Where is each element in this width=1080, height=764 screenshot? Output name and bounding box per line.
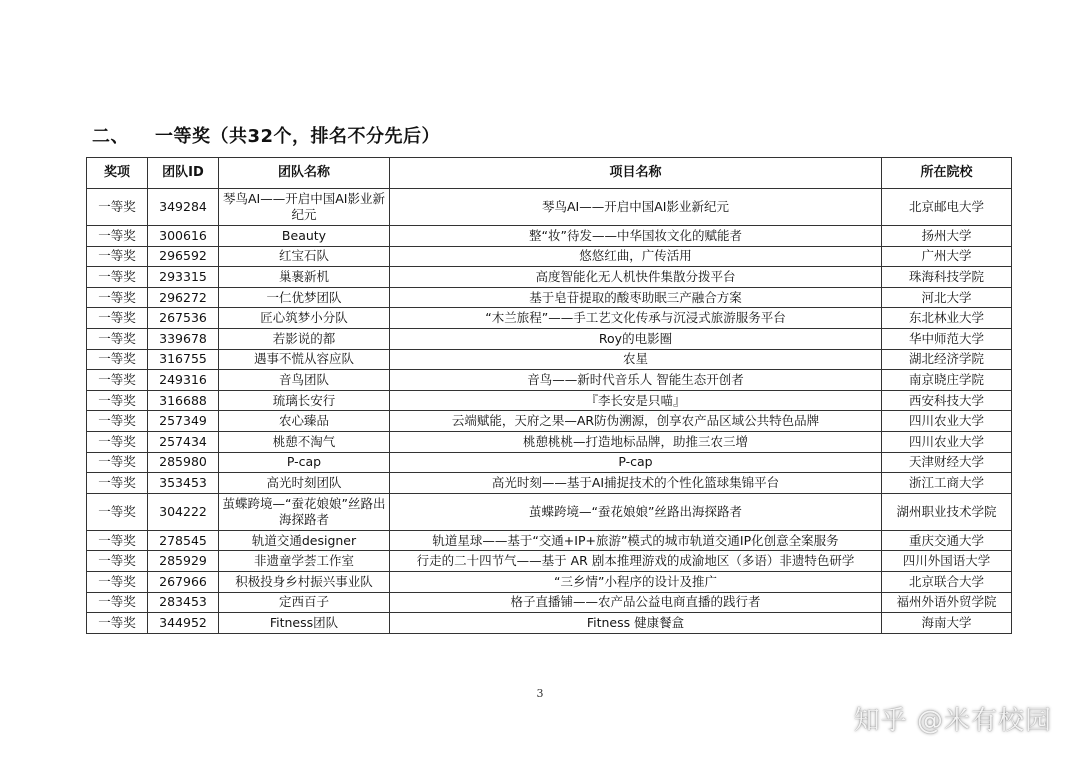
table-body: [87, 189, 1012, 634]
team-id-cell: 296592: [148, 246, 219, 267]
team-id-cell: 344952: [148, 613, 219, 634]
watermark: 知乎 @米有校园: [853, 706, 1052, 736]
school-cell: 北京邮电大学: [882, 189, 1012, 226]
table-row: [87, 473, 1012, 494]
school-cell: 河北大学: [882, 287, 1012, 308]
project-name-cell: 云端赋能，天府之果—AR防伪溯源，创享农产品区域公共特色品牌: [390, 411, 882, 432]
team-name-cell: Fitness团队: [219, 613, 390, 634]
team-name-cell: 遇事不慌从容应队: [219, 349, 390, 370]
team-name-cell: 积极投身乡村振兴事业队: [219, 571, 390, 592]
project-name-cell: 轨道星球——基于“交通+IP+旅游”模式的城市轨道交通IP化创意全案服务: [390, 530, 882, 551]
team-id-cell: 316755: [148, 349, 219, 370]
table-row: [87, 287, 1012, 308]
team-name-cell: 桃憩不淘气: [219, 431, 390, 452]
team-name-cell: 轨道交通designer: [219, 530, 390, 551]
award-cell: 一等奖: [87, 189, 148, 226]
header-project-name: 项目名称: [390, 158, 882, 189]
table-row: [87, 267, 1012, 288]
award-cell: 一等奖: [87, 349, 148, 370]
team-id-cell: 296272: [148, 287, 219, 308]
award-cell: 一等奖: [87, 592, 148, 613]
award-cell: 一等奖: [87, 267, 148, 288]
table-row: [87, 246, 1012, 267]
section-title: 一等奖（共32个，排名不分先后）: [155, 126, 441, 147]
team-id-cell: 249316: [148, 370, 219, 391]
team-id-cell: 257434: [148, 431, 219, 452]
project-name-cell: Fitness 健康餐盒: [390, 613, 882, 634]
table-row: [87, 493, 1012, 530]
project-name-cell: 基于皂苷提取的酸枣助眠三产融合方案: [390, 287, 882, 308]
school-cell: 西安科技大学: [882, 390, 1012, 411]
award-cell: 一等奖: [87, 493, 148, 530]
table-row: [87, 411, 1012, 432]
award-cell: 一等奖: [87, 571, 148, 592]
school-cell: 广州大学: [882, 246, 1012, 267]
award-cell: 一等奖: [87, 308, 148, 329]
project-name-cell: 茧蝶跨境—“蚕花娘娘”丝路出海探路者: [390, 493, 882, 530]
section-number: 二、: [92, 126, 129, 147]
project-name-cell: “木兰旅程”——手工艺文化传承与沉浸式旅游服务平台: [390, 308, 882, 329]
team-name-cell: 定西百子: [219, 592, 390, 613]
team-name-cell: 音鸟团队: [219, 370, 390, 391]
team-name-cell: 琉璃长安行: [219, 390, 390, 411]
section-heading: [92, 122, 440, 148]
team-id-cell: 267966: [148, 571, 219, 592]
project-name-cell: 农星: [390, 349, 882, 370]
school-cell: 四川外国语大学: [882, 551, 1012, 572]
team-id-cell: 278545: [148, 530, 219, 551]
header-award: 奖项: [87, 158, 148, 189]
team-id-cell: 267536: [148, 308, 219, 329]
project-name-cell: 音鸟——新时代音乐人 智能生态开创者: [390, 370, 882, 391]
table-row: [87, 328, 1012, 349]
team-id-cell: 339678: [148, 328, 219, 349]
team-name-cell: 高光时刻团队: [219, 473, 390, 494]
school-cell: 四川农业大学: [882, 431, 1012, 452]
team-name-cell: 若影说的都: [219, 328, 390, 349]
header-school: 所在院校: [882, 158, 1012, 189]
school-cell: 扬州大学: [882, 226, 1012, 247]
project-name-cell: 琴鸟AI——开启中国AI影业新纪元: [390, 189, 882, 226]
award-cell: 一等奖: [87, 226, 148, 247]
project-name-cell: 悠悠红曲，广传活用: [390, 246, 882, 267]
header-team-name: 团队名称: [219, 158, 390, 189]
team-name-cell: 一仁优梦团队: [219, 287, 390, 308]
table-header-row: [87, 158, 1012, 189]
award-cell: 一等奖: [87, 328, 148, 349]
award-cell: 一等奖: [87, 530, 148, 551]
project-name-cell: “三乡情”小程序的设计及推广: [390, 571, 882, 592]
school-cell: 海南大学: [882, 613, 1012, 634]
team-name-cell: P-cap: [219, 452, 390, 473]
team-id-cell: 285929: [148, 551, 219, 572]
project-name-cell: 高度智能化无人机快件集散分拨平台: [390, 267, 882, 288]
team-id-cell: 300616: [148, 226, 219, 247]
team-name-cell: 巢裹新机: [219, 267, 390, 288]
award-cell: 一等奖: [87, 287, 148, 308]
table-row: [87, 189, 1012, 226]
award-cell: 一等奖: [87, 452, 148, 473]
team-name-cell: 非遗童学荟工作室: [219, 551, 390, 572]
project-name-cell: 整“妆”待发——中华国妆文化的赋能者: [390, 226, 882, 247]
table-row: [87, 571, 1012, 592]
page-number: 3: [536, 687, 544, 700]
team-id-cell: 285980: [148, 452, 219, 473]
team-id-cell: 257349: [148, 411, 219, 432]
table-row: [87, 349, 1012, 370]
award-cell: 一等奖: [87, 431, 148, 452]
awards-table: [86, 157, 1012, 634]
table-row: [87, 592, 1012, 613]
school-cell: 湖北经济学院: [882, 349, 1012, 370]
team-id-cell: 349284: [148, 189, 219, 226]
team-id-cell: 293315: [148, 267, 219, 288]
school-cell: 重庆交通大学: [882, 530, 1012, 551]
table-row: [87, 431, 1012, 452]
school-cell: 天津财经大学: [882, 452, 1012, 473]
team-name-cell: 茧蝶跨境—“蚕花娘娘”丝路出海探路者: [219, 493, 390, 530]
table-row: [87, 551, 1012, 572]
team-name-cell: 琴鸟AI——开启中国AI影业新纪元: [219, 189, 390, 226]
team-id-cell: 353453: [148, 473, 219, 494]
team-id-cell: 283453: [148, 592, 219, 613]
project-name-cell: 『李长安是只喵』: [390, 390, 882, 411]
school-cell: 浙江工商大学: [882, 473, 1012, 494]
award-cell: 一等奖: [87, 473, 148, 494]
team-name-cell: 农心臻品: [219, 411, 390, 432]
award-cell: 一等奖: [87, 246, 148, 267]
school-cell: 福州外语外贸学院: [882, 592, 1012, 613]
school-cell: 四川农业大学: [882, 411, 1012, 432]
school-cell: 华中师范大学: [882, 328, 1012, 349]
award-cell: 一等奖: [87, 370, 148, 391]
award-cell: 一等奖: [87, 551, 148, 572]
award-cell: 一等奖: [87, 411, 148, 432]
school-cell: 珠海科技学院: [882, 267, 1012, 288]
school-cell: 湖州职业技术学院: [882, 493, 1012, 530]
team-id-cell: 304222: [148, 493, 219, 530]
table-row: [87, 452, 1012, 473]
project-name-cell: 高光时刻——基于AI捕捉技术的个性化篮球集锦平台: [390, 473, 882, 494]
table-row: [87, 308, 1012, 329]
project-name-cell: 桃憩桃桃—打造地标品牌，助推三农三增: [390, 431, 882, 452]
team-name-cell: Beauty: [219, 226, 390, 247]
table-row: [87, 613, 1012, 634]
table-row: [87, 390, 1012, 411]
project-name-cell: P-cap: [390, 452, 882, 473]
award-cell: 一等奖: [87, 613, 148, 634]
school-cell: 北京联合大学: [882, 571, 1012, 592]
project-name-cell: 行走的二十四节气——基于 AR 剧本推理游戏的成渝地区（多语）非遗特色研学: [390, 551, 882, 572]
table-row: [87, 370, 1012, 391]
school-cell: 南京晓庄学院: [882, 370, 1012, 391]
project-name-cell: 格子直播铺——农产品公益电商直播的践行者: [390, 592, 882, 613]
table-row: [87, 226, 1012, 247]
team-id-cell: 316688: [148, 390, 219, 411]
header-team-id: 团队ID: [148, 158, 219, 189]
table-row: [87, 530, 1012, 551]
team-name-cell: 红宝石队: [219, 246, 390, 267]
school-cell: 东北林业大学: [882, 308, 1012, 329]
team-name-cell: 匠心筑梦小分队: [219, 308, 390, 329]
project-name-cell: Roy的电影圈: [390, 328, 882, 349]
award-cell: 一等奖: [87, 390, 148, 411]
